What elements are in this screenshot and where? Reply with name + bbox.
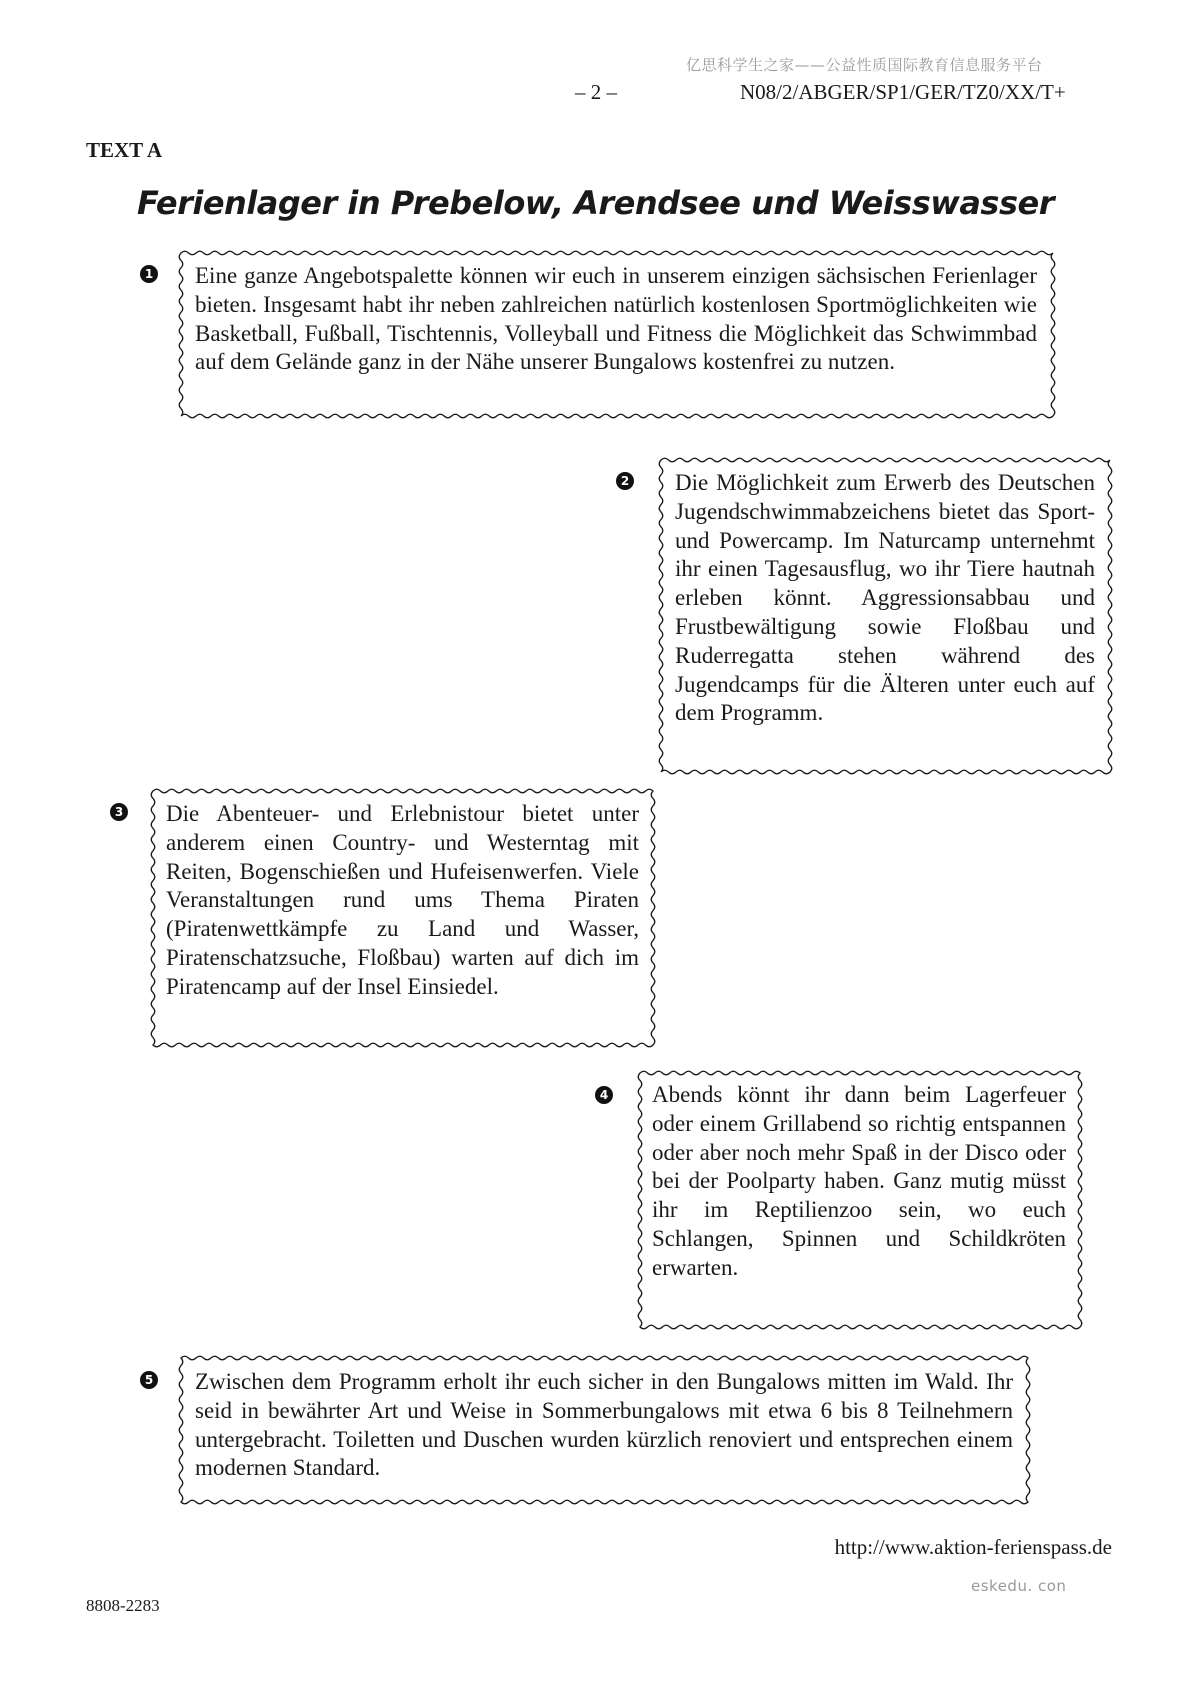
section-text-1: Eine ganze Angebotspalette können wir euch in unserem einzigen sächsischen Ferienlager bieten. Insgesamt habt ihr neben zahlreichen natürlich kostenlosen Sportmöglichkeiten wie Basketball, Fußball, Tischtennis, Volleyball und Fitness die Möglichkeit das Schwimmbad auf dem Gelände ganz in der Nähe unserer Bungalows kostenfrei zu nutzen.	[195, 263, 1037, 375]
section-text-3: Die Abenteuer- und Erlebnistour bietet unter anderem einen Country- und Westerntag mit Reiten, Bogenschießen und Hufeisenwerfen. Viele Veranstaltungen rund ums Thema Piraten (Piratenwettkämpfe zu Land und Wasser, Piratenschatzsuche, Floßbau) warten auf dich im Piratencamp auf der Insel Einsiedel.	[166, 801, 639, 999]
section-marker-1: 1	[140, 265, 158, 283]
section-text-2: Die Möglichkeit zum Erwerb des Deutschen Jugendschwimmabzeichens bietet das Sport- und Powercamp. Im Naturcamp unternehmt ihr einen Tagesausflug, wo ihr Tiere hautnah erleben könnt. Aggressionsabbau und Frustbewältigung sowie Floßbau und Ruderregatta stehen während des Jugendcamps für die Älteren unter euch auf dem Programm.	[675, 470, 1095, 726]
document-code: 8808-2283	[86, 1596, 160, 1615]
article-title: Ferienlager in Prebelow, Arendsee und Weisswasser	[136, 184, 1054, 222]
section-box-1	[177, 249, 1057, 420]
section-marker-5: 5	[140, 1371, 158, 1389]
text-label: TEXT A	[86, 138, 163, 162]
header-watermark: 亿思科学生之家——公益性质国际教育信息服务平台	[686, 56, 1043, 74]
page-number: – 2 –	[575, 80, 617, 104]
section-box-4	[636, 1069, 1084, 1331]
section-box-2	[657, 456, 1114, 776]
section-text-5: Zwischen dem Programm erholt ihr euch sicher in den Bungalows mitten im Wald. Ihr seid in bewährter Art und Weise in Sommerbungalows mit etwa 6 bis 8 Teilnehmern untergebracht. Toiletten und Duschen wurden kürzlich renoviert und entsprechen einem modernen Standard.	[195, 1369, 1013, 1481]
section-box-3	[149, 787, 657, 1049]
section-marker-2: 2	[616, 472, 634, 490]
footer-watermark: eskedu. con	[971, 1577, 1067, 1595]
section-marker-4: 4	[595, 1086, 613, 1104]
section-text-4: Abends könnt ihr dann beim Lagerfeuer oder einem Grillabend so richtig entspannen oder aber noch mehr Spaß in der Disco oder bei der Poolparty haben. Ganz mutig müsst ihr im Reptilienzoo sein, wo euch Schlangen, Spinnen und Schildkröten erwarten.	[652, 1082, 1066, 1280]
source-url: http://www.aktion-ferienspass.de	[834, 1535, 1112, 1559]
section-box-5	[177, 1354, 1032, 1506]
paper-code: N08/2/ABGER/SP1/GER/TZ0/XX/T+	[740, 80, 1066, 104]
section-marker-3: 3	[110, 803, 128, 821]
